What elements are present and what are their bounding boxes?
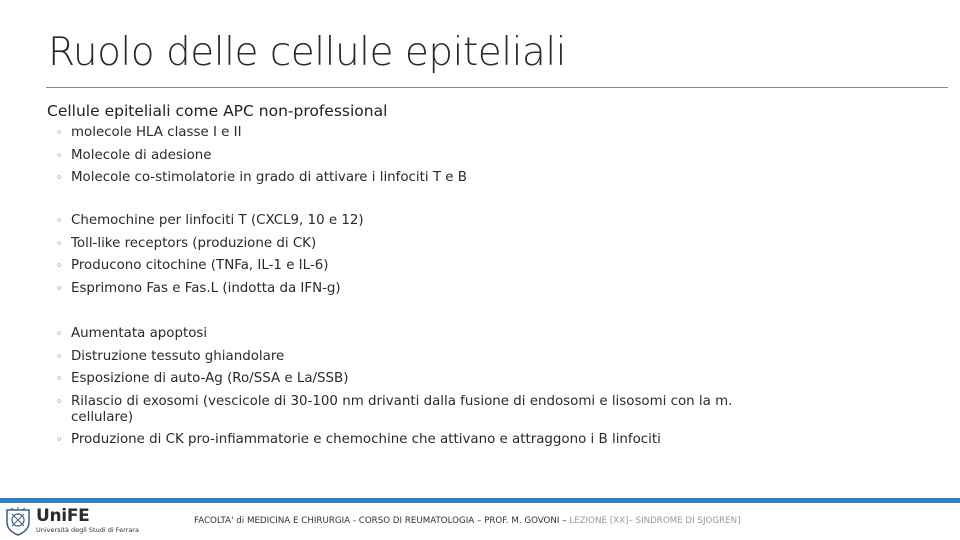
bullet-item — [56, 346, 761, 369]
bullet-marker: ◦ — [56, 395, 63, 408]
bullet-text: Chemochine per linfociti T (CXCL9, 10 e 12) — [71, 213, 364, 228]
bullet-item — [56, 233, 364, 256]
bullet-text: Aumentata apoptosi — [71, 326, 208, 341]
section-heading: Cellule epiteliali come APC non-professional — [47, 102, 388, 120]
bullet-list-secreted-factors — [56, 210, 364, 300]
bullet-item — [56, 167, 467, 190]
bullet-item — [56, 255, 364, 278]
bullet-marker: ◦ — [56, 432, 63, 446]
bullet-text: Produzione di CK pro-infiammatorie e chemochine che attivano e attraggono i B linfociti — [71, 431, 661, 447]
university-crest-icon — [4, 506, 32, 536]
bullet-text: Esposizione di auto-Ag (Ro/SSA e La/SSB) — [71, 371, 349, 386]
bullet-item — [56, 391, 761, 429]
bullet-item — [56, 323, 761, 346]
bullet-marker: ◦ — [56, 259, 63, 272]
bullet-text: Distruzione tessuto ghiandolare — [71, 348, 285, 364]
bullet-text: Producono citochine (TNFa, IL-1 e IL-6) — [71, 258, 329, 273]
bullet-marker: ◦ — [56, 214, 63, 227]
bullet-marker: ◦ — [56, 281, 63, 295]
bullet-marker: ◦ — [56, 148, 63, 162]
bullet-text: molecole HLA classe I e II — [71, 125, 242, 140]
university-logo — [4, 504, 139, 538]
bullet-item — [56, 210, 364, 233]
bullet-item — [56, 278, 364, 301]
footer-caption — [194, 516, 741, 526]
logo-name: UniFE — [36, 506, 90, 526]
footer-caption-lesson: LEZIONE [XX]– SINDROME DI SJOGREN] — [569, 516, 741, 526]
bullet-list-consequences — [56, 323, 761, 451]
logo-subtitle: Università degli Studi di Ferrara — [36, 526, 139, 534]
bullet-marker: ◦ — [56, 171, 63, 184]
bullet-text: Molecole co-stimolatorie in grado di attivare i linfociti T e B — [71, 170, 467, 185]
title-divider — [46, 87, 948, 88]
bullet-item — [56, 429, 761, 452]
bullet-marker: ◦ — [56, 126, 63, 139]
bullet-marker: ◦ — [56, 327, 63, 340]
footer-accent-bar — [0, 498, 960, 503]
bullet-text: Toll-like receptors (produzione di CK) — [71, 235, 317, 251]
bullet-list-surface-molecules — [56, 122, 467, 190]
bullet-item — [56, 145, 467, 168]
bullet-item — [56, 368, 761, 391]
bullet-marker: ◦ — [56, 372, 63, 385]
logo-text-block — [36, 507, 139, 535]
bullet-marker: ◦ — [56, 236, 63, 250]
slide-title: Ruolo delle cellule epiteliali — [48, 30, 566, 75]
bullet-marker: ◦ — [56, 349, 63, 363]
bullet-text: Rilascio di exosomi (vescicole di 30-100 nm drivanti dalla fusione di endosomi e lisosomi con la m. cellulare) — [71, 394, 733, 425]
bullet-text: Molecole di adesione — [71, 147, 212, 163]
bullet-item — [56, 122, 467, 145]
bullet-text: Esprimono Fas e Fas.L (indotta da IFN-g) — [71, 280, 341, 296]
footer-caption-main: FACOLTA' di MEDICINA E CHIRURGIA - CORSO DI REUMATOLOGIA – PROF. M. GOVONI – — [194, 516, 570, 526]
